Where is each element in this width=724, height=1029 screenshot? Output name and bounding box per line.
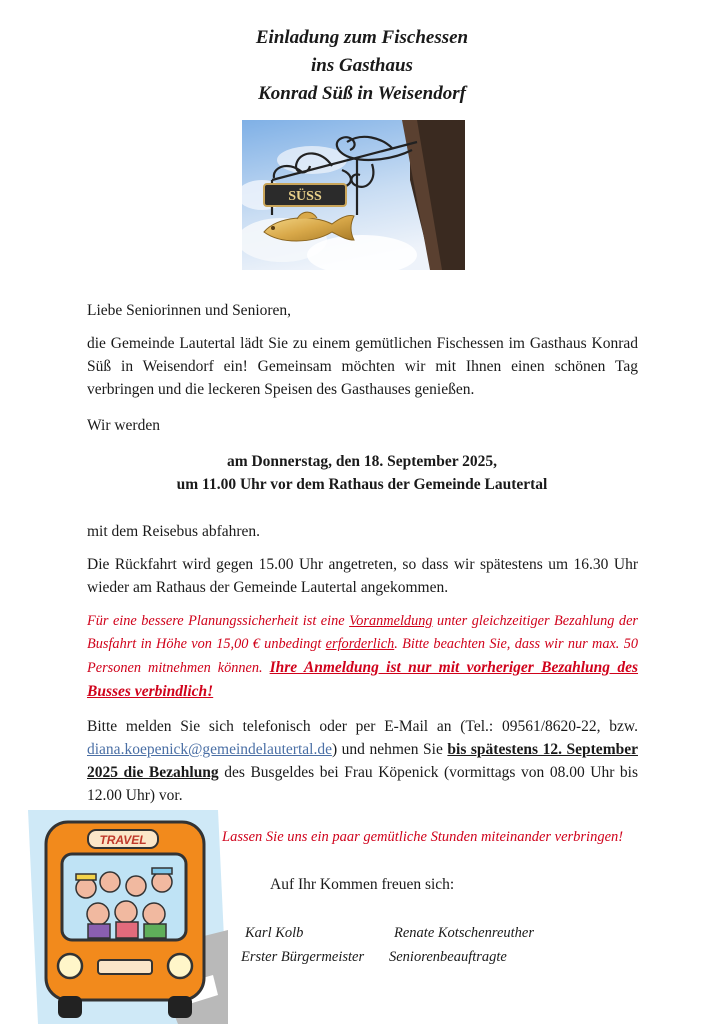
- contact-paragraph: [87, 715, 638, 807]
- contact-text-3: des Busgeldes bei Frau Köpenick (vormittags von 08.00 Uhr bis 12.00 Uhr) vor.: [87, 764, 638, 804]
- notice-text-3: . Bitte beachten Sie, dass wir nur max. 50 Personen mitnehmen können.: [87, 636, 638, 676]
- registration-notice: [87, 610, 638, 704]
- event-date-line-2: um 11.00 Uhr vor dem Rathaus der Gemeinde Lautertal: [176, 476, 548, 493]
- notice-text-2: unter gleichzeitiger Bezahlung der Busfahrt in Höhe von 15,00 € unbedingt: [87, 613, 638, 652]
- notice-text-1: Für eine bessere Planungssicherheit ist eine: [87, 613, 350, 629]
- intro-paragraph: die Gemeinde Lautertal lädt Sie zu einem gemütlichen Fischessen im Gasthaus Konrad Süß in Weisendorf ein! Gemeinsam möchten wir mit Ihnen einen schönen Tag verbringen und die leckeren Speisen des Gasthauses genießen.: [87, 335, 638, 398]
- notice-binding: Ihre Anmeldung ist nur mit vorheriger Bezahlung des Busses verbindlich!: [87, 659, 639, 700]
- title-line-1: Einladung zum Fischessen: [255, 27, 469, 48]
- title-line-3: Konrad Süß in Weisendorf: [258, 83, 466, 104]
- contact-text-2: ) und nehmen Sie: [331, 741, 448, 758]
- event-date-line-1: am Donnerstag, den 18. September 2025,: [226, 453, 498, 470]
- payment-deadline: bis spätestens 12. September 2025 die Bezahlung: [87, 741, 638, 781]
- greeting: Liebe Seniorinnen und Senioren,: [87, 302, 292, 319]
- event-date-block: [0, 450, 724, 496]
- return-paragraph: Die Rückfahrt wird gegen 15.00 Uhr angetreten, so dass wir spätestens um 16.30 Uhr wieder am Rathaus der Gemeinde Lautertal angekommen.: [87, 556, 638, 596]
- notice-voranmeldung: Voranmeldung: [349, 613, 433, 629]
- signature-2-name: Renate Kotschenreuther: [394, 925, 534, 941]
- closing-tagline: Lassen Sie uns ein paar gemütliche Stunden miteinander verbringen!: [222, 829, 624, 845]
- departure-text: mit dem Reisebus abfahren.: [87, 523, 261, 540]
- signature-2-role: Seniorenbeauftragte: [389, 949, 507, 965]
- welcome-text: Auf Ihr Kommen freuen sich:: [270, 876, 455, 893]
- contact-text-1: Bitte melden Sie sich telefonisch oder per E-Mail an (Tel.: 09561/8620-22, bzw.: [87, 718, 638, 735]
- travel-bus-illustration: [28, 810, 228, 1024]
- inn-sign-text: SÜSS: [288, 189, 322, 204]
- inn-sign-photo: [242, 120, 465, 270]
- notice-erforderlich: erforderlich: [325, 636, 395, 652]
- signature-1-name: Karl Kolb: [245, 925, 304, 941]
- title-line-2: ins Gasthaus: [311, 55, 413, 76]
- email-link[interactable]: diana.koepenick@gemeindelautertal.de: [87, 741, 332, 758]
- signature-1-role: Erster Bürgermeister: [241, 949, 365, 965]
- wir-werden: Wir werden: [87, 417, 160, 434]
- bus-travel-sign: TRAVEL: [99, 833, 147, 847]
